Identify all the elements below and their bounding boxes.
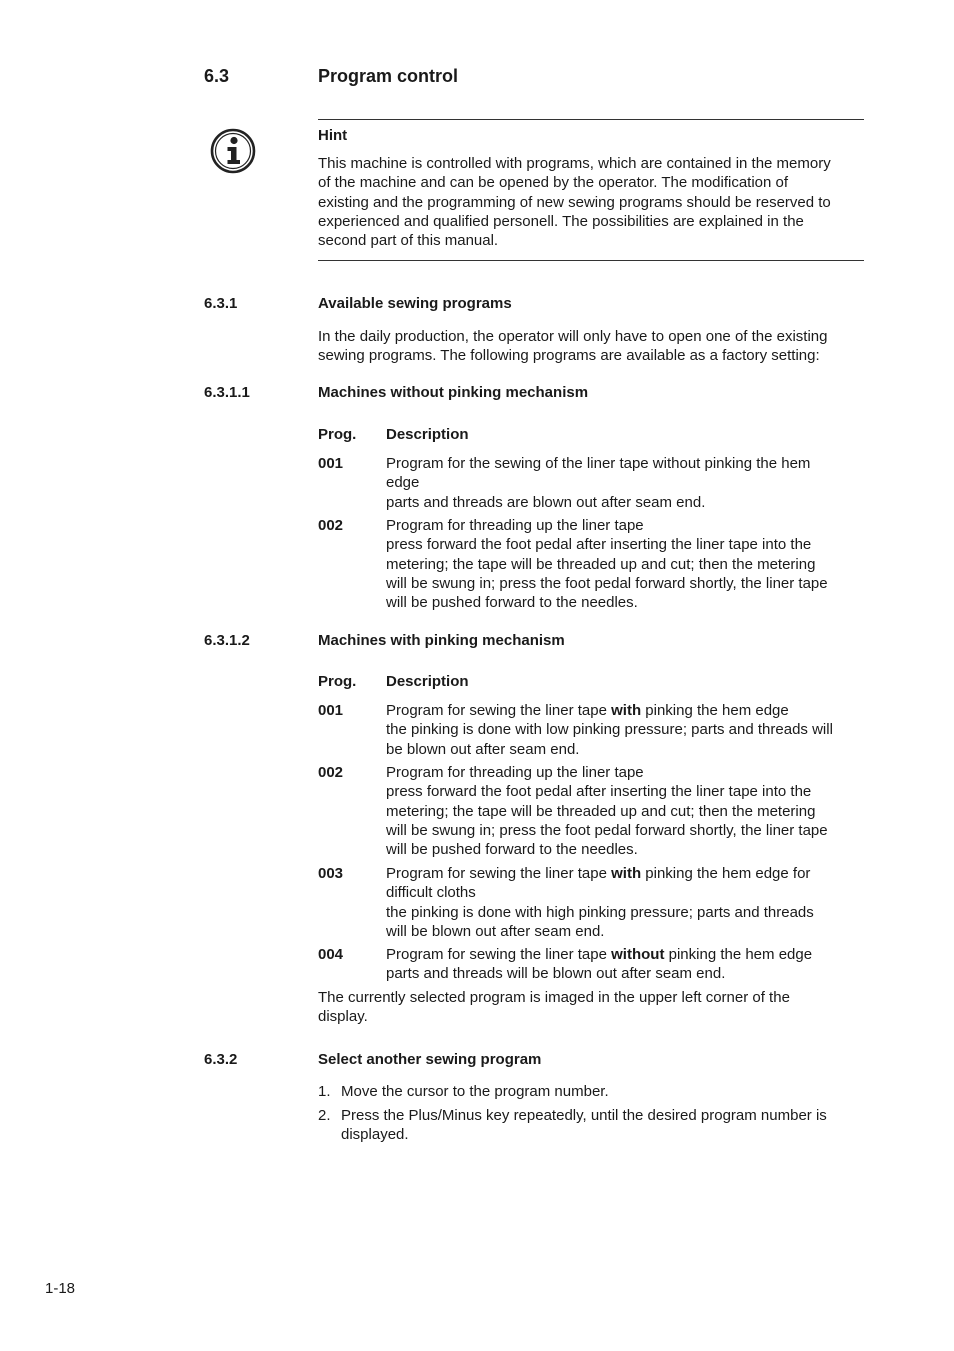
subsection-number: 6.3.1.2 (204, 632, 250, 649)
column-header-prog: Prog. (318, 673, 357, 690)
subsection-title: Machines without pinking mechanism (318, 384, 589, 401)
info-icon (209, 127, 257, 175)
hint-top-rule (318, 119, 864, 120)
step-number: 2. (318, 1106, 331, 1124)
step-number: 1. (318, 1083, 331, 1100)
subsection-intro: In the daily production, the operator will only have to open one of the existing sewing programs. The following programs are available as a factory setting: (318, 328, 828, 365)
section-title: Program control (318, 66, 459, 86)
column-header-description: Description (386, 426, 469, 443)
program-code: 002 (318, 517, 344, 534)
program-description: Program for sewing the liner tape with pinking the hem edge for difficult cloths the pinking is done with high pinking pressure; parts and threads will be blown out after seam end. (386, 865, 814, 940)
list-item: 1. Move the cursor to the program number. (318, 1083, 609, 1100)
hint-title: Hint (318, 127, 348, 144)
subsection-title: Select another sewing program (318, 1051, 542, 1068)
hint-text: This machine is controlled with programs, which are contained in the memory of the machine and can be opened by the operator. The modification of existing and the programming of new sewing programs should be reserved to experienced and qualified personell. The possibilities are explained in the second part of this manual. (318, 155, 831, 250)
table-header (318, 426, 469, 443)
subsection-number: 6.3.2 (204, 1051, 238, 1068)
program-code: 004 (318, 946, 344, 963)
page-number: 1-18 (45, 1280, 76, 1297)
subsection-title: Machines with pinking mechanism (318, 632, 565, 649)
section-number: 6.3 (204, 66, 230, 86)
program-code: 002 (318, 764, 344, 781)
program-description: Program for threading up the liner tape press forward the foot pedal after inserting the liner tape into the metering; the tape will be threaded up and cut; then the metering will be swung in; press the foot pedal forward shortly, the liner tape will be pushed forward to the needles. (386, 517, 828, 612)
display-note: The currently selected program is imaged in the upper left corner of the display. (318, 989, 790, 1026)
program-description: Program for the sewing of the liner tape without pinking the hem edge parts and threads are blown out after seam end. (386, 455, 811, 511)
column-header-description: Description (386, 673, 469, 690)
program-code: 001 (318, 702, 344, 719)
subsection-number: 6.3.1 (204, 295, 238, 312)
steps-list (318, 1082, 864, 1144)
table-header (318, 673, 469, 690)
column-header-prog: Prog. (318, 426, 357, 443)
program-code: 001 (318, 455, 344, 472)
program-description: Program for sewing the liner tape without pinking the hem edge parts and threads will be blown out after seam end. (386, 946, 813, 983)
list-item: 2. Press the Plus/Minus key repeatedly, until the desired program number is displayed. (318, 1106, 827, 1144)
hint-bottom-rule (318, 260, 864, 261)
subsection-number: 6.3.1.1 (204, 384, 250, 401)
program-code: 003 (318, 865, 344, 882)
subsection-title: Available sewing programs (318, 295, 512, 312)
program-description: Program for sewing the liner tape with pinking the hem edge the pinking is done with low pinking pressure; parts and threads will be blown out after seam end. (386, 702, 833, 758)
program-description: Program for threading up the liner tape press forward the foot pedal after inserting the liner tape into the metering; the tape will be threaded up and cut; then the metering will be swung in; press the foot pedal forward shortly, the liner tape will be pushed forward to the needles. (386, 764, 828, 859)
